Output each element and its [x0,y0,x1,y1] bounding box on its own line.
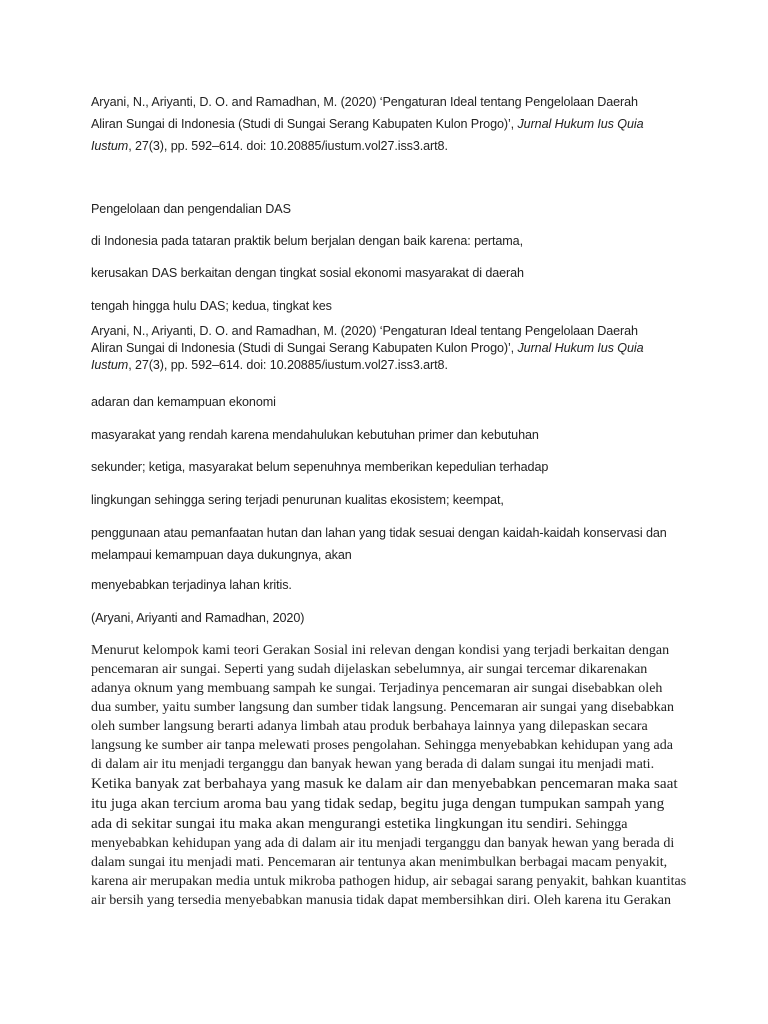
reference-text: , 27(3), pp. 592–614. doi: 10.20885/iustum.vol27.iss3.art8. [128,139,448,153]
reference-entry-top [91,91,691,157]
body-line [91,814,691,834]
reference-line: Aryani, N., Ariyanti, D. O. and Ramadhan, M. (2020) ‘Pengaturan Ideal tentang Pengelolaan Daerah [91,95,638,109]
reference-line [91,357,691,374]
reference-line [91,340,691,357]
quoted-paragraph: kerusakan DAS berkaitan dengan tingkat sosial ekonomi masyarakat di daerah [91,266,524,280]
quoted-paragraph: di Indonesia pada tataran praktik belum berjalan dengan baik karena: pertama, [91,234,523,248]
reference-text: Aliran Sungai di Indonesia (Studi di Sungai Serang Kabupaten Kulon Progo)’, [91,341,518,355]
body-text: ada di sekitar sungai itu maka akan mengurangi estetika lingkungan itu sendiri. [91,815,572,832]
journal-name: Jurnal Hukum Ius Quia [517,117,644,131]
quoted-paragraph [91,522,711,566]
journal-name: Jurnal Hukum Ius Quia [517,341,644,355]
reference-line [91,113,691,135]
body-line: Menurut kelompok kami teori Gerakan Sosial ini relevan dengan kondisi yang terjadi berkaitan dengan [91,643,670,658]
journal-name: Iustum [91,358,129,372]
quoted-paragraph: masyarakat yang rendah karena mendahulukan kebutuhan primer dan kebutuhan [91,428,539,442]
quoted-paragraph: menyebabkan terjadinya lahan kritis. [91,578,292,592]
body-line: karena air merupakan media untuk mikroba pathogen hidup, air sebagai sarang penyakit, bahkan kuantitas [91,874,687,889]
reference-text: , 27(3), pp. 592–614. doi: 10.20885/iustum.vol27.iss3.art8. [128,358,448,372]
body-line: Ketika banyak zat berbahaya yang masuk ke dalam air dan menyebabkan pencemaran maka saat [91,775,678,792]
reference-line: Aryani, N., Ariyanti, D. O. and Ramadhan, M. (2020) ‘Pengaturan Ideal tentang Pengelolaan Daerah [91,324,638,338]
body-line: dalam sungai itu menjadi mati. Pencemaran air tentunya akan menimbulkan berbagai macam penyakit, [91,855,668,870]
body-paragraph [91,641,691,910]
quoted-paragraph: tengah hingga hulu DAS; kedua, tingkat kes [91,299,332,313]
body-line: menyebabkan kehidupan yang ada di dalam air itu menjadi terganggu dan banyak hewan yang berada di [91,836,675,851]
body-line: pencemaran air sungai. Seperti yang sudah dijelaskan sebelumnya, air sungai tercemar dikarenakan [91,662,648,677]
reference-line [91,135,691,157]
body-line: di dalam air itu menjadi terganggu dan banyak hewan yang berada di dalam sungai itu menjadi mati. [91,757,655,772]
body-line: air bersih yang tersedia menyebabkan manusia tidak dapat membersihkan diri. Oleh karena itu Gerakan [91,893,672,908]
quoted-paragraph: lingkungan sehingga sering terjadi penurunan kualitas ekosistem; keempat, [91,493,504,507]
quoted-paragraph: adaran dan kemampuan ekonomi [91,395,276,409]
in-text-citation: (Aryani, Ariyanti and Ramadhan, 2020) [91,611,305,625]
body-line: dua sumber, yaitu sumber langsung dan sumber tidak langsung. Pencemaran air sungai yang disebabkan [91,700,675,715]
journal-name: Iustum [91,139,129,153]
body-line: adanya oknum yang membuang sampah ke sungai. Terjadinya pencemaran air sungai disebabkan oleh [91,681,663,696]
reference-entry-middle [91,323,691,374]
reference-text: Aliran Sungai di Indonesia (Studi di Sungai Serang Kabupaten Kulon Progo)’, [91,117,518,131]
body-line: oleh sumber langsung berarti adanya limbah atau produk berbahaya lainnya yang dilepaskan secara [91,719,648,734]
body-line: itu juga akan tercium aroma bau yang tidak sedap, begitu juga dengan tumpukan sampah yang [91,795,665,812]
quoted-paragraph: sekunder; ketiga, masyarakat belum sepenuhnya memberikan kepedulian terhadap [91,460,549,474]
paragraph-line: melampaui kemampuan daya dukungnya, akan [91,548,352,562]
body-text: Sehingga [571,817,628,832]
body-line: langsung ke sumber air tanpa melewati proses pengolahan. Sehingga menyebabkan kehidupan yang ada [91,738,673,753]
paragraph-line: penggunaan atau pemanfaatan hutan dan lahan yang tidak sesuai dengan kaidah-kaidah konservasi dan [91,526,667,540]
quoted-paragraph: Pengelolaan dan pengendalian DAS [91,202,291,216]
